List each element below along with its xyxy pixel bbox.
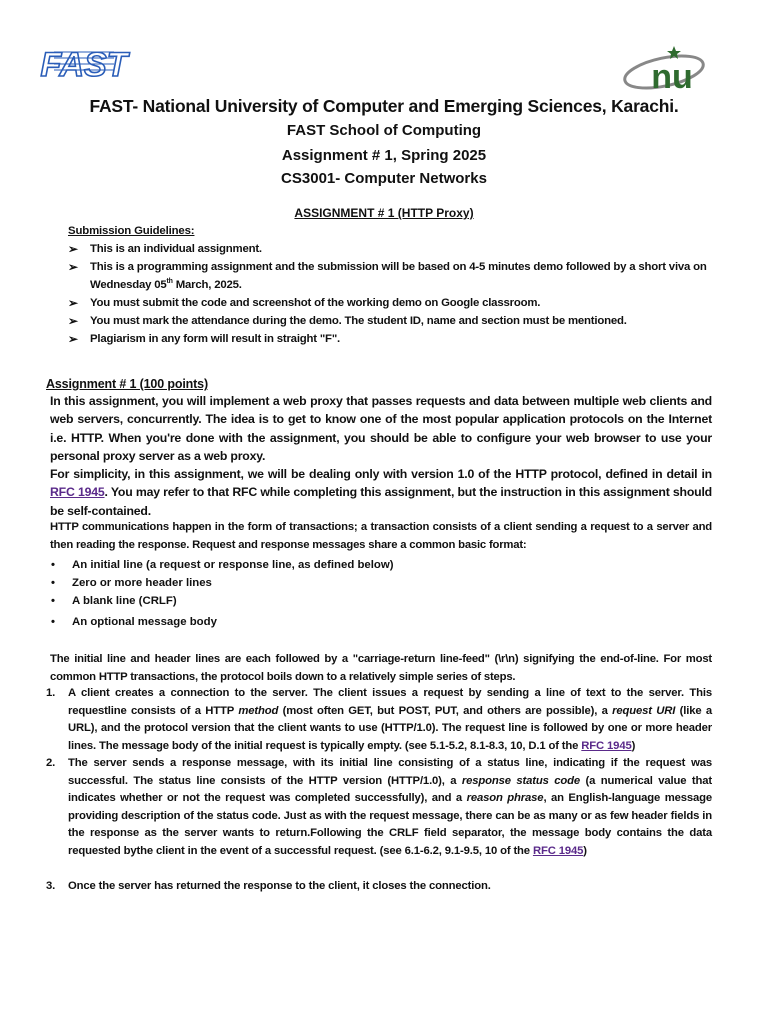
list-item: • An initial line (a request or response line, as defined below) bbox=[50, 556, 650, 574]
bullet-icon: • bbox=[51, 595, 55, 608]
rfc-1945-link[interactable]: RFC 1945 bbox=[581, 739, 632, 752]
arrow-icon: ➢ bbox=[68, 242, 78, 256]
list-item: 1. A client creates a connection to the server. The client issues a request by sending a line of text to the server. This requestline consists of a HTTP method (most often GET, but POST, PUT, and others are possible), a request URI (like a URL), and the protocol version that the client wants to use (HTTP/1.0). The request line is followed by one or more header lines. The message body of the initial request is typically empty. (see 5.1-5.2, 8.1-8.3, 10, D.1 of the RFC 1945) bbox=[46, 687, 712, 752]
arrow-icon: ➢ bbox=[68, 332, 78, 346]
section-title: Assignment # 1 (100 points) bbox=[46, 377, 208, 391]
bullet-icon: • bbox=[51, 559, 55, 571]
bullet-icon: • bbox=[51, 577, 55, 590]
transactions-paragraph: HTTP communications happen in the form of transactions; a transaction consists of a client sending a request to a server and then reading the response. Request and response messages share a common basic format: bbox=[50, 521, 712, 551]
steps-list bbox=[46, 685, 712, 896]
rfc-1945-link[interactable]: RFC 1945 bbox=[532, 844, 584, 857]
bullet-icon: • bbox=[51, 615, 55, 628]
rfc-1945-link[interactable]: RFC 1945 bbox=[50, 485, 105, 500]
list-item: • An optional message body bbox=[50, 613, 650, 631]
list-item: ➢ You must mark the attendance during the demo. The student ID, name and section must be mentioned. bbox=[68, 314, 627, 328]
guidelines-list bbox=[68, 240, 728, 348]
list-item: ➢ You must submit the code and screenshot of the working demo on Google classroom. bbox=[68, 296, 541, 310]
course-title: CS3001- Computer Networks bbox=[281, 170, 487, 187]
arrow-icon: ➢ bbox=[68, 314, 78, 328]
arrow-icon: ➢ bbox=[68, 296, 78, 310]
message-format-list bbox=[50, 556, 650, 631]
list-item: ➢ This is a programming assignment and the submission will be based on 4-5 minutes demo followed by a short viva on Wednesday 05th March, 2025. bbox=[68, 260, 707, 291]
svg-text:FAST: FAST bbox=[40, 46, 128, 84]
university-title: FAST- National University of Computer and Emerging Sciences, Karachi. bbox=[89, 96, 679, 116]
rfc-paragraph: For simplicity, in this assignment, we will be dealing only with version 1.0 of the HTTP protocol, defined in detail in RFC 1945. You may refer to that RFC while completing this assignment, but the instruction in this assignment should be self-contained. bbox=[50, 467, 712, 518]
intro-paragraph: In this assignment, you will implement a web proxy that passes requests and data between multiple web clients and web servers, concurrently. The idea is to get to know one of the most popular application protocols on the Internet i.e. HTTP. When you're done with the assignment, you should be able to configure your web browser to use your personal proxy server as a web proxy. bbox=[50, 394, 712, 464]
list-item: 3. Once the server has returned the response to the client, it closes the connection. bbox=[46, 880, 491, 892]
assignment-title: ASSIGNMENT # 1 (HTTP Proxy) bbox=[294, 206, 474, 220]
crlf-paragraph: The initial line and header lines are each followed by a "carriage-return line-feed" (\r\n) signifying the end-of-line. For most common HTTP transactions, the protocol boils down to a relatively simple series of steps. bbox=[50, 653, 712, 683]
fast-logo bbox=[40, 40, 128, 86]
arrow-icon: ➢ bbox=[68, 260, 78, 274]
nu-logo bbox=[620, 44, 710, 96]
list-item: 2. The server sends a response message, with its initial line consisting of a status line, indicating if the request was successful. The status line consists of the HTTP version (HTTP/1.0), a response status code (a numerical value that indicates whether or not the request was completed successfully), and a reason phrase, an English-language message providing description of the status code. Just as with the request message, there can be as many or as few header fields in the response as the server wants to return.Following the CRLF field separator, the message body contains the data requested bythe client in the event of a successful request. (see 6.1-6.2, 9.1-9.5, 10 of the RFC 1945) bbox=[46, 757, 712, 857]
svg-text:nu: nu bbox=[651, 58, 693, 96]
list-item: • A blank line (CRLF) bbox=[50, 592, 650, 610]
list-item: ➢ This is an individual assignment. bbox=[68, 242, 262, 256]
guidelines-title: Submission Guidelines: bbox=[68, 225, 195, 237]
assignment-subtitle: Assignment # 1, Spring 2025 bbox=[281, 147, 487, 164]
list-item: ➢ Plagiarism in any form will result in straight "F". bbox=[68, 332, 340, 346]
school-title: FAST School of Computing bbox=[286, 122, 482, 139]
list-item: • Zero or more header lines bbox=[50, 574, 650, 592]
